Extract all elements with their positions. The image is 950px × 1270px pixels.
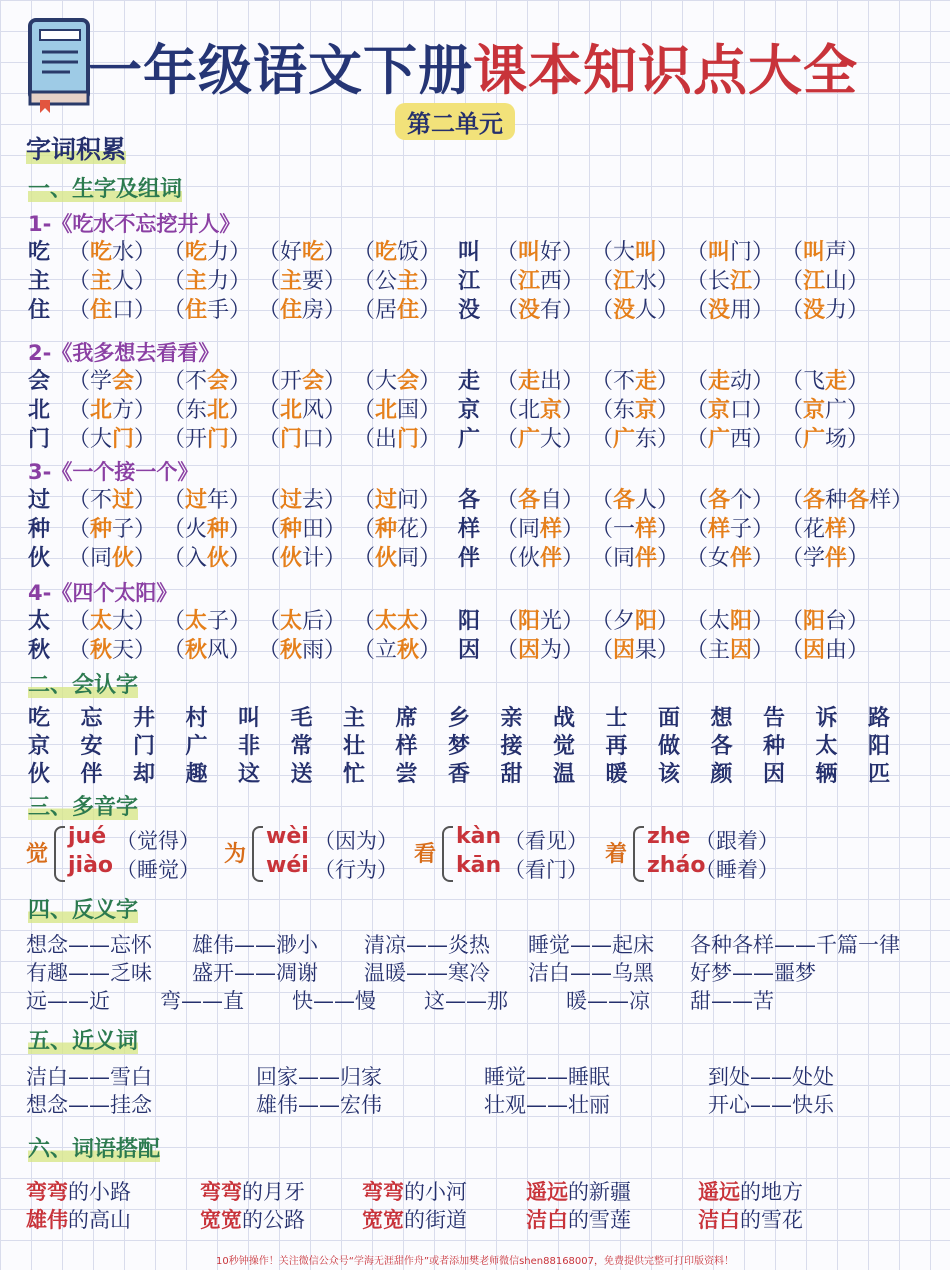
word-cell: （住房） <box>258 298 347 323</box>
antonym-pair: 暖——凉 <box>566 989 650 1013</box>
recognize-char: 路 <box>868 706 891 731</box>
collocation-key: 雄伟 <box>26 1208 68 1232</box>
synonym-pair: 壮观——壮丽 <box>484 1093 610 1117</box>
recognize-char: 席 <box>395 706 418 731</box>
word-cell: （各种各样） <box>781 488 914 513</box>
collocation <box>200 1176 305 1206</box>
section-1-title: 一、生字及组词 <box>28 177 183 202</box>
head-char: 样 <box>458 517 481 542</box>
recognize-char: 辆 <box>815 762 838 787</box>
char-row <box>0 636 950 665</box>
word-cell: （广东） <box>591 427 680 452</box>
footer-note: 10秒钟操作！关注微信公众号“学海无涯甜作舟”或者添加樊老师微信shen88168007，免费提供完整可打印版资料！ <box>215 1256 735 1267</box>
collocation <box>26 1204 131 1234</box>
recognize-char: 乡 <box>448 706 471 731</box>
recognize-char: 忙 <box>343 762 366 787</box>
pinyin-word-1: （看见） <box>504 829 588 853</box>
word-cell: （秋天） <box>68 638 157 663</box>
recognize-char: 非 <box>238 734 261 759</box>
word-cell: （一样） <box>591 517 680 542</box>
collocation-key: 洁白 <box>526 1208 568 1232</box>
section-main-title <box>26 130 126 166</box>
poly-char: 着 <box>605 842 628 867</box>
word-cell: （立秋） <box>353 638 442 663</box>
head-char: 因 <box>458 638 481 663</box>
word-cell: （叫好） <box>496 240 585 265</box>
recognize-char: 伴 <box>80 762 103 787</box>
word-cell: （过问） <box>353 488 442 513</box>
antonym-pair: 各种各样——千篇一律 <box>690 933 900 957</box>
word-cell: （入伙） <box>163 546 252 571</box>
section-4-title: 四、反义字 <box>28 898 139 923</box>
word-cell: （住手） <box>163 298 252 323</box>
collocation-key: 遥远 <box>698 1180 740 1204</box>
word-cell: （走出） <box>496 369 585 394</box>
recognize-char: 毛 <box>290 706 313 731</box>
recognize-char: 阳 <box>868 734 891 759</box>
word-cell: （飞走） <box>781 369 870 394</box>
recognize-char: 送 <box>290 762 313 787</box>
word-cell: （大会） <box>353 369 442 394</box>
word-cell: （吃力） <box>163 240 252 265</box>
word-cell: （走动） <box>686 369 775 394</box>
word-cell: （伙计） <box>258 546 347 571</box>
word-cell: （叫声） <box>781 240 870 265</box>
brace-mark <box>54 826 65 882</box>
recognize-char: 这 <box>238 762 261 787</box>
poly-char: 看 <box>414 842 437 867</box>
collocation-key: 弯弯 <box>200 1180 242 1204</box>
recognize-char: 太 <box>815 734 838 759</box>
recognize-char: 种 <box>763 734 786 759</box>
recognize-char: 井 <box>133 706 156 731</box>
unit-badge: 第二单元 <box>395 103 515 140</box>
head-char: 吃 <box>28 240 51 265</box>
section-6-title: 六、词语搭配 <box>28 1137 161 1162</box>
word-cell: （北风） <box>258 398 347 423</box>
word-cell: （因由） <box>781 638 870 663</box>
word-cell: （主因） <box>686 638 775 663</box>
word-cell: （种花） <box>353 517 442 542</box>
collocation-rest: 的新疆 <box>568 1180 631 1204</box>
word-cell: （太大） <box>68 609 157 634</box>
recognize-char: 门 <box>133 734 156 759</box>
head-char: 北 <box>28 398 51 423</box>
collocation-rest: 的小路 <box>68 1180 131 1204</box>
antonym-pair: 快——慢 <box>292 989 376 1013</box>
recognize-char: 忘 <box>80 706 103 731</box>
recognize-char: 想 <box>710 706 733 731</box>
recognize-char: 做 <box>658 734 681 759</box>
recognize-char: 再 <box>605 734 628 759</box>
section-title <box>28 668 138 699</box>
char-row <box>0 267 950 296</box>
pinyin-2: wéi <box>266 853 309 878</box>
word-cell: （好吃） <box>258 240 347 265</box>
head-char: 会 <box>28 369 51 394</box>
word-cell: （长江） <box>686 269 775 294</box>
word-cell: （阳光） <box>496 609 585 634</box>
head-char: 太 <box>28 609 51 634</box>
char-row <box>0 425 950 454</box>
word-cell: （没力） <box>781 298 870 323</box>
head-char: 伙 <box>28 546 51 571</box>
collocation-key: 宽宽 <box>362 1208 404 1232</box>
word-cell: （开会） <box>258 369 347 394</box>
head-char: 江 <box>458 269 481 294</box>
word-cell: （叫门） <box>686 240 775 265</box>
head-char: 伴 <box>458 546 481 571</box>
synonym-pair: 回家——归家 <box>256 1065 382 1089</box>
word-cell: （秋风） <box>163 638 252 663</box>
section-title <box>28 790 138 821</box>
recognize-char: 诉 <box>815 706 838 731</box>
char-row <box>0 544 950 573</box>
word-cell: （不走） <box>591 369 680 394</box>
recognize-char: 村 <box>185 706 208 731</box>
recognize-char: 样 <box>395 734 418 759</box>
collocation-rest: 的小河 <box>404 1180 467 1204</box>
word-cell: （不会） <box>163 369 252 394</box>
word-cell: （江西） <box>496 269 585 294</box>
collocation <box>200 1204 305 1234</box>
word-cell: （没人） <box>591 298 680 323</box>
section-title <box>28 1132 160 1163</box>
word-cell: （样子） <box>686 517 775 542</box>
word-cell: （京口） <box>686 398 775 423</box>
word-cell: （东北） <box>163 398 252 423</box>
poly-char: 为 <box>224 842 247 867</box>
antonym-pair: 想念——忘怀 <box>26 933 152 957</box>
word-cell: （东京） <box>591 398 680 423</box>
synonym-pair: 洁白——雪白 <box>26 1065 152 1089</box>
pinyin-word-1: （觉得） <box>116 829 200 853</box>
recognize-char: 匹 <box>868 762 891 787</box>
pinyin-1: jué <box>68 824 107 849</box>
word-cell: （各自） <box>496 488 585 513</box>
word-cell: （种子） <box>68 517 157 542</box>
collocation <box>362 1176 467 1206</box>
recognize-char: 尝 <box>395 762 418 787</box>
pinyin-2: jiào <box>68 853 114 878</box>
word-cell: （京广） <box>781 398 870 423</box>
section-title <box>28 893 138 924</box>
pinyin-word-1: （跟着） <box>695 829 779 853</box>
pinyin-word-2: （睡着） <box>695 858 779 882</box>
word-cell: （各个） <box>686 488 775 513</box>
head-char: 住 <box>28 298 51 323</box>
antonym-pair: 洁白——乌黑 <box>528 961 654 985</box>
head-char: 主 <box>28 269 51 294</box>
recognize-char: 京 <box>28 734 51 759</box>
head-char: 种 <box>28 517 51 542</box>
antonym-pair: 弯——直 <box>160 989 244 1013</box>
pinyin-2: kān <box>456 853 502 878</box>
poly-char: 觉 <box>26 842 49 867</box>
collocation-rest: 的高山 <box>68 1208 131 1232</box>
brace-mark <box>442 826 453 882</box>
head-char: 秋 <box>28 638 51 663</box>
lesson-title: 2-《我多想去看看》 <box>28 341 220 365</box>
recognize-char: 常 <box>290 734 313 759</box>
recognize-char: 颜 <box>710 762 733 787</box>
recognize-char: 主 <box>343 706 366 731</box>
collocation-rest: 的雪花 <box>740 1208 803 1232</box>
pinyin-1: zhe <box>647 824 691 849</box>
char-row <box>0 296 950 325</box>
antonym-pair: 甜——苦 <box>690 989 774 1013</box>
antonym-pair: 睡觉——起床 <box>528 933 654 957</box>
collocation-rest: 的地方 <box>740 1180 803 1204</box>
char-row <box>0 607 950 636</box>
word-cell: （北方） <box>68 398 157 423</box>
word-cell: （同伙） <box>68 546 157 571</box>
word-cell: （住口） <box>68 298 157 323</box>
word-cell: （大门） <box>68 427 157 452</box>
word-cell: （学伴） <box>781 546 870 571</box>
section-main-label: 字词积累 <box>26 135 127 164</box>
word-cell: （各人） <box>591 488 680 513</box>
head-char: 各 <box>458 488 481 513</box>
word-cell: （广大） <box>496 427 585 452</box>
word-cell: （太后） <box>258 609 347 634</box>
word-cell: （不过） <box>68 488 157 513</box>
recognize-char: 甜 <box>500 762 523 787</box>
recognize-char: 觉 <box>553 734 576 759</box>
word-cell: （火种） <box>163 517 252 542</box>
antonym-pair: 这——那 <box>424 989 508 1013</box>
synonym-pair: 想念——挂念 <box>26 1093 152 1117</box>
word-cell: （大叫） <box>591 240 680 265</box>
synonym-pair: 睡觉——睡眠 <box>484 1065 610 1089</box>
word-cell: （伙伴） <box>496 546 585 571</box>
word-cell: （过年） <box>163 488 252 513</box>
recognize-char: 告 <box>763 706 786 731</box>
recognize-char: 广 <box>185 734 208 759</box>
pinyin-word-2: （行为） <box>314 858 398 882</box>
char-row <box>0 486 950 515</box>
char-row <box>0 367 950 396</box>
word-cell: （开门） <box>163 427 252 452</box>
word-cell: （没用） <box>686 298 775 323</box>
word-cell: （女伴） <box>686 546 775 571</box>
word-cell: （秋雨） <box>258 638 347 663</box>
word-cell: （因果） <box>591 638 680 663</box>
word-cell: （伙同） <box>353 546 442 571</box>
recognize-char: 因 <box>763 762 786 787</box>
head-char: 京 <box>458 398 481 423</box>
collocation-rest: 的公路 <box>242 1208 305 1232</box>
brace-mark <box>252 826 263 882</box>
synonym-pair: 雄伟——宏伟 <box>256 1093 382 1117</box>
antonym-pair: 清凉——炎热 <box>364 933 490 957</box>
collocation-key: 弯弯 <box>362 1180 404 1204</box>
word-cell: （主要） <box>258 269 347 294</box>
lesson-title: 4-《四个太阳》 <box>28 581 178 605</box>
head-char: 叫 <box>458 240 481 265</box>
char-row <box>0 515 950 544</box>
section-2-title: 二、会认字 <box>28 673 139 698</box>
head-char: 走 <box>458 369 481 394</box>
synonym-pair: 开心——快乐 <box>708 1093 834 1117</box>
word-cell: （出门） <box>353 427 442 452</box>
recognize-char: 该 <box>658 762 681 787</box>
antonym-pair: 盛开——凋谢 <box>192 961 318 985</box>
collocation-key: 洁白 <box>698 1208 740 1232</box>
recognize-char: 士 <box>605 706 628 731</box>
recognize-char: 趣 <box>185 762 208 787</box>
word-cell: （广场） <box>781 427 870 452</box>
collocation-key: 弯弯 <box>26 1180 68 1204</box>
collocation <box>526 1204 631 1234</box>
pinyin-word-2: （看门） <box>504 858 588 882</box>
section-title <box>28 1024 138 1055</box>
word-cell: （学会） <box>68 369 157 394</box>
head-char: 门 <box>28 427 51 452</box>
char-row <box>0 396 950 425</box>
word-cell: （花样） <box>781 517 870 542</box>
word-cell: （居住） <box>353 298 442 323</box>
word-cell: （北国） <box>353 398 442 423</box>
pinyin-word-2: （睡觉） <box>116 858 200 882</box>
recognize-char: 亲 <box>500 706 523 731</box>
word-cell: （同样） <box>496 517 585 542</box>
word-cell: （没有） <box>496 298 585 323</box>
word-cell: （同伴） <box>591 546 680 571</box>
word-cell: （广西） <box>686 427 775 452</box>
recognize-char: 接 <box>500 734 523 759</box>
word-cell: （太子） <box>163 609 252 634</box>
recognize-char: 面 <box>658 706 681 731</box>
word-cell: （夕阳） <box>591 609 680 634</box>
word-cell: （阳台） <box>781 609 870 634</box>
word-cell: （江山） <box>781 269 870 294</box>
antonym-pair: 远——近 <box>26 989 110 1013</box>
collocation-rest: 的月牙 <box>242 1180 305 1204</box>
page-title <box>88 28 858 105</box>
recognize-char: 叫 <box>238 706 261 731</box>
section-3-title: 三、多音字 <box>28 795 139 820</box>
pinyin-2: zháo <box>647 853 706 878</box>
collocation <box>698 1176 803 1206</box>
head-char: 没 <box>458 298 481 323</box>
pinyin-1: wèi <box>266 824 309 849</box>
collocation-key: 宽宽 <box>200 1208 242 1232</box>
collocation <box>526 1176 631 1206</box>
antonym-pair: 有趣——乏味 <box>26 961 152 985</box>
word-cell: （公主） <box>353 269 442 294</box>
antonym-pair: 温暖——寒冷 <box>364 961 490 985</box>
book-icon <box>26 14 96 114</box>
recognize-char: 安 <box>80 734 103 759</box>
recognize-char: 伙 <box>28 762 51 787</box>
title-part-2: 课本知识点大全 <box>473 39 858 102</box>
collocation <box>698 1204 803 1234</box>
synonym-pair: 到处——处处 <box>708 1065 834 1089</box>
recognize-char: 各 <box>710 734 733 759</box>
recognize-char: 战 <box>553 706 576 731</box>
collocation <box>26 1176 131 1206</box>
title-part-1: 一年级语文下册 <box>88 39 473 102</box>
word-cell: （江水） <box>591 269 680 294</box>
collocation-rest: 的街道 <box>404 1208 467 1232</box>
recognize-char: 吃 <box>28 706 51 731</box>
word-cell: （门口） <box>258 427 347 452</box>
char-row <box>0 238 950 267</box>
word-cell: （太阳） <box>686 609 775 634</box>
head-char: 阳 <box>458 609 481 634</box>
section-title <box>28 172 182 203</box>
antonym-pair: 雄伟——渺小 <box>192 933 318 957</box>
recognize-char: 香 <box>448 762 471 787</box>
lesson-title: 1-《吃水不忘挖井人》 <box>28 212 241 236</box>
word-cell: （北京） <box>496 398 585 423</box>
brace-mark <box>633 826 644 882</box>
lesson-title: 3-《一个接一个》 <box>28 460 199 484</box>
recognize-char: 温 <box>553 762 576 787</box>
word-cell: （吃水） <box>68 240 157 265</box>
recognize-char: 却 <box>133 762 156 787</box>
section-5-title: 五、近义词 <box>28 1029 139 1054</box>
word-cell: （主力） <box>163 269 252 294</box>
pinyin-1: kàn <box>456 824 502 849</box>
collocation <box>362 1204 467 1234</box>
recognize-char: 暖 <box>605 762 628 787</box>
recognize-char: 壮 <box>343 734 366 759</box>
word-cell: （主人） <box>68 269 157 294</box>
word-cell: （因为） <box>496 638 585 663</box>
antonym-pair: 好梦——噩梦 <box>690 961 816 985</box>
collocation-rest: 的雪莲 <box>568 1208 631 1232</box>
collocation-key: 遥远 <box>526 1180 568 1204</box>
head-char: 广 <box>458 427 481 452</box>
word-cell: （过去） <box>258 488 347 513</box>
recognize-char: 梦 <box>448 734 471 759</box>
word-cell: （吃饭） <box>353 240 442 265</box>
word-cell: （种田） <box>258 517 347 542</box>
word-cell: （太太） <box>353 609 442 634</box>
pinyin-word-1: （因为） <box>314 829 398 853</box>
head-char: 过 <box>28 488 51 513</box>
